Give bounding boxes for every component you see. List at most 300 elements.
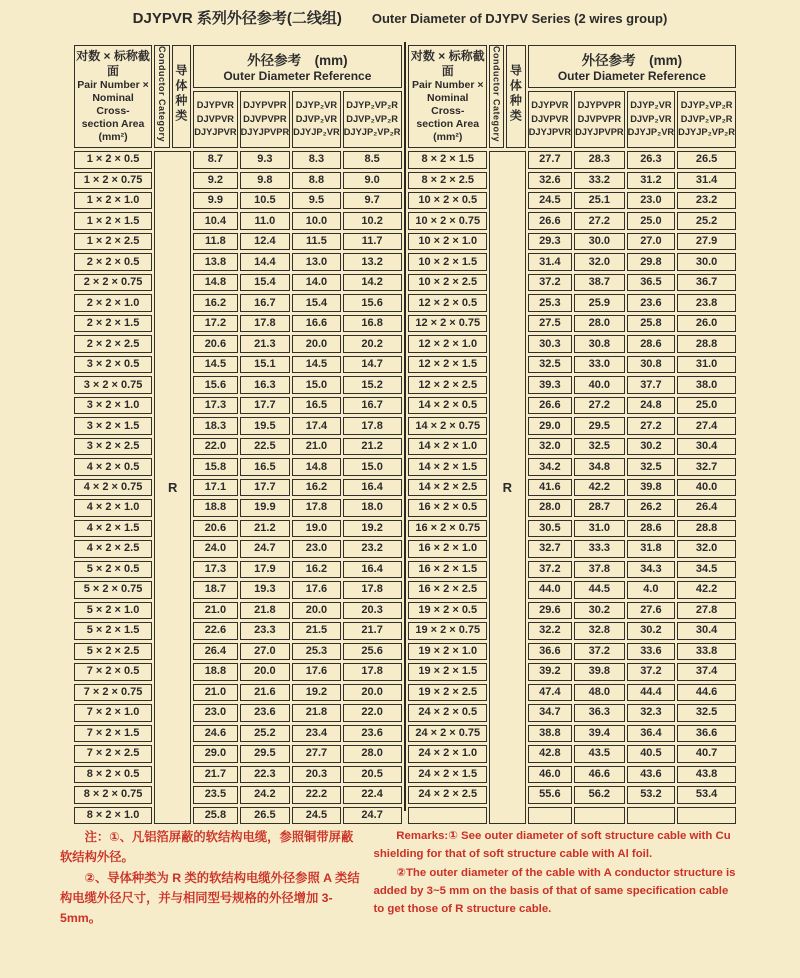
pair-size-label: 5 × 2 × 1.0 [74,602,152,619]
diameter-value: 16.7 [240,294,291,311]
diameter-value: 30.0 [574,233,625,250]
diameter-value: 23.5 [193,786,237,803]
pair-size-label: 12 × 2 × 0.5 [408,294,487,311]
pair-size-label: 4 × 2 × 0.75 [74,479,152,496]
diameter-value: 27.0 [627,233,676,250]
diameter-value: 14.0 [292,274,341,291]
table-row [74,274,402,291]
diameter-value: 32.5 [574,438,625,455]
outer-diameter-header-en: Outer Diameter Reference [557,69,706,84]
pair-size-label: 12 × 2 × 1.5 [408,356,487,373]
table-row [408,745,736,762]
table-row [74,663,402,680]
diameter-value: 30.4 [677,622,736,639]
diameter-value: 25.2 [677,212,736,229]
diameter-value [574,807,625,825]
diameter-value: 37.2 [627,663,676,680]
diameter-value: 20.3 [343,602,402,619]
diameter-value: 25.3 [528,294,572,311]
cable-type-name: DJVPVR [531,113,569,124]
diameter-value: 33.6 [627,643,676,660]
pair-size-label: 10 × 2 × 2.5 [408,274,487,291]
diameter-value: 15.2 [343,376,402,393]
table-row [408,602,736,619]
diameter-value: 44.5 [574,581,625,598]
diameter-value: 14.4 [240,253,291,270]
diameter-value: 21.2 [343,438,402,455]
diameter-value: 26.6 [528,212,572,229]
table-row [74,643,402,660]
pair-size-label: 1 × 2 × 1.0 [74,192,152,209]
pair-number-header-en-line: section Area [416,118,480,131]
diameter-value: 9.2 [193,172,237,189]
diameter-value: 17.6 [292,581,341,598]
diameter-value: 31.4 [528,253,572,270]
cable-type-name: DJYJPVPR [240,127,290,138]
pair-size-label: 24 × 2 × 2.5 [408,786,487,803]
pair-size-label: 8 × 2 × 1.0 [74,807,152,825]
cable-type-name: DJYP₂VR [630,100,672,111]
pair-size-label: 16 × 2 × 0.5 [408,499,487,516]
diameter-value: 26.4 [677,499,736,516]
pair-size-label: 7 × 2 × 1.0 [74,704,152,721]
cable-type-name: DJYJP₂VR [627,127,675,138]
table-row [408,192,736,209]
pair-size-label: 14 × 2 × 0.5 [408,397,487,414]
pair-size-label: 3 × 2 × 2.5 [74,438,152,455]
diameter-value: 25.3 [292,643,341,660]
cable-type-header [528,91,572,148]
diameter-value: 30.8 [574,335,625,352]
diameter-value: 17.2 [193,315,237,332]
diameter-value: 23.0 [193,704,237,721]
pair-size-label: 19 × 2 × 0.5 [408,602,487,619]
diameter-value: 28.8 [677,520,736,537]
footnotes-zh [60,827,362,928]
diameter-value: 36.6 [528,643,572,660]
table-row [408,417,736,434]
table-row [408,561,736,578]
diameter-value: 41.6 [528,479,572,496]
pair-size-label: 7 × 2 × 2.5 [74,745,152,762]
diameter-value: 26.6 [528,397,572,414]
pair-size-label: 14 × 2 × 1.0 [408,438,487,455]
diameter-value: 36.6 [677,725,736,742]
diameter-value: 20.6 [193,520,237,537]
diameter-value: 37.2 [528,561,572,578]
table-row [408,622,736,639]
diameter-value: 22.0 [343,704,402,721]
diameter-value: 25.8 [193,807,237,825]
diameter-value: 27.8 [677,602,736,619]
footnotes-en [374,827,743,928]
diameter-value: 32.8 [574,622,625,639]
cable-type-name: DJYPVPR [243,100,287,111]
diameter-value [677,807,736,825]
cable-type-name: DJVPVPR [243,113,287,124]
pair-size-label: 5 × 2 × 0.75 [74,581,152,598]
diameter-value: 22.3 [240,766,291,783]
cable-type-header [292,91,341,148]
diameter-value: 44.6 [677,684,736,701]
cable-type-name: DJYP₂VP₂R [680,100,733,111]
cable-type-name: DJYP₂VP₂R [346,100,398,111]
diameter-value: 15.6 [193,376,237,393]
diameter-value: 17.8 [343,581,402,598]
diameter-value: 36.3 [574,704,625,721]
pair-size-label: 3 × 2 × 0.75 [74,376,152,393]
diameter-value: 18.0 [343,499,402,516]
cable-type-header [240,91,291,148]
diameter-value: 37.2 [528,274,572,291]
diameter-value: 46.6 [574,766,625,783]
table-row [408,540,736,557]
diameter-value: 12.4 [240,233,291,250]
pair-number-header-zh: 对数 × 标称截面 [76,48,150,78]
page-title-zh: DJYPVR 系列外径参考(二线组) [132,10,342,27]
diameter-value: 18.8 [193,663,237,680]
page-title [0,0,800,28]
pair-size-label: 16 × 2 × 2.5 [408,581,487,598]
diameter-value: 21.0 [193,602,237,619]
diameter-value: 8.5 [343,151,402,168]
diameter-value: 25.2 [240,725,291,742]
diameter-value: 44.0 [528,581,572,598]
diameter-value: 9.3 [240,151,291,168]
note-en-2: ②The outer diameter of the cable with A conductor structure is added by 3~5 mm on the basis of that of same specification cable to get those of R structure cable. [373,866,736,916]
diameter-value: 18.3 [193,417,237,434]
diameter-value: 27.2 [574,397,625,414]
diameter-value: 13.0 [292,253,341,270]
pair-size-label: 3 × 2 × 1.0 [74,397,152,414]
diameter-value: 32.7 [677,458,736,475]
outer-diameter-reference-header [528,45,736,88]
table-row [74,315,402,332]
table-row [408,520,736,537]
diameter-value: 34.7 [528,704,572,721]
cable-type-name: DJYP₂VR [295,100,338,111]
pair-size-label: 14 × 2 × 2.5 [408,479,487,496]
diameter-value: 25.8 [627,315,676,332]
diameter-value: 25.0 [627,212,676,229]
diameter-value: 33.3 [574,540,625,557]
diameter-value: 16.6 [292,315,341,332]
diameter-value: 14.2 [343,274,402,291]
diameter-value: 9.9 [193,192,237,209]
cable-type-name: DJYJP₂VR [293,127,340,138]
diameter-value: 17.4 [292,417,341,434]
diameter-value: 18.7 [193,581,237,598]
diameter-value: 20.6 [193,335,237,352]
diameter-value: 36.7 [677,274,736,291]
diameter-value: 27.6 [627,602,676,619]
pair-size-label: 1 × 2 × 2.5 [74,233,152,250]
diameter-value: 14.7 [343,356,402,373]
diameter-value: 37.7 [627,376,676,393]
diameter-value: 21.2 [240,520,291,537]
diameter-value: 21.7 [193,766,237,783]
diameter-value: 17.8 [292,499,341,516]
table-row [74,458,402,475]
note-en-1: Remarks:① See outer diameter of soft structure cable with Cu shielding for that of soft structure cable with Al foil. [373,830,731,861]
cable-type-name: DJVP₂VP₂R [680,113,733,124]
diameter-value: 28.7 [574,499,625,516]
diameter-value: 15.4 [292,294,341,311]
outer-diameter-header-zh: 外径参考 (mm) [581,53,683,69]
diameter-value: 10.2 [343,212,402,229]
diameter-value: 27.4 [677,417,736,434]
diameter-value: 31.2 [627,172,676,189]
diameter-value: 17.3 [193,397,237,414]
table-row [74,540,402,557]
pair-size-label: 5 × 2 × 2.5 [74,643,152,660]
table-row [408,581,736,598]
diameter-value: 23.8 [677,294,736,311]
pair-size-label: 12 × 2 × 1.0 [408,335,487,352]
diameter-value: 24.7 [240,540,291,557]
table-row [74,766,402,783]
pair-size-label: 8 × 2 × 2.5 [408,172,487,189]
pair-size-label: 3 × 2 × 0.5 [74,356,152,373]
diameter-value: 32.5 [528,356,572,373]
diameter-value: 25.1 [574,192,625,209]
diameter-value: 38.8 [528,725,572,742]
diameter-value: 17.7 [240,479,291,496]
table-row [408,397,736,414]
pair-size-label: 19 × 2 × 1.5 [408,663,487,680]
diameter-value: 53.2 [627,786,676,803]
diameter-value: 9.0 [343,172,402,189]
diameter-value: 8.8 [292,172,341,189]
diameter-value: 4.0 [627,581,676,598]
diameter-value: 13.8 [193,253,237,270]
diameter-value: 30.3 [528,335,572,352]
diameter-value: 10.0 [292,212,341,229]
table-body-left [74,151,402,824]
pair-size-label: 10 × 2 × 1.0 [408,233,487,250]
cable-type-name: DJYJP₂VP₂R [343,127,401,138]
page-title-en: Outer Diameter of DJYPV Series (2 wires group) [371,11,668,26]
diameter-value: 26.5 [240,807,291,825]
diameter-value: 43.5 [574,745,625,762]
diameter-value: 27.2 [574,212,625,229]
diameter-value: 17.1 [193,479,237,496]
diameter-value: 32.0 [677,540,736,557]
diameter-value: 17.6 [292,663,341,680]
diameter-value: 19.9 [240,499,291,516]
table-row [74,417,402,434]
diameter-value: 16.4 [343,479,402,496]
diameter-value: 32.3 [627,704,676,721]
diameter-value: 25.9 [574,294,625,311]
cable-type-name: DJYPVR [531,100,569,111]
pair-size-label: 19 × 2 × 1.0 [408,643,487,660]
diameter-value: 39.8 [574,663,625,680]
diameter-value: 24.8 [627,397,676,414]
pair-size-label: 7 × 2 × 0.5 [74,663,152,680]
diameter-value: 10.5 [240,192,291,209]
diameter-value: 27.2 [627,417,676,434]
diameter-value: 47.4 [528,684,572,701]
pair-size-label [408,807,487,825]
pair-size-label: 7 × 2 × 0.75 [74,684,152,701]
pair-size-label: 3 × 2 × 1.5 [74,417,152,434]
table-row [408,315,736,332]
diameter-value: 15.6 [343,294,402,311]
table-row [74,684,402,701]
diameter-value: 28.0 [528,499,572,516]
diameter-value: 33.8 [677,643,736,660]
pair-size-label: 2 × 2 × 0.75 [74,274,152,291]
table-row [408,233,736,250]
pair-size-label: 16 × 2 × 1.5 [408,561,487,578]
diameter-value: 14.5 [193,356,237,373]
pair-number-header [74,45,152,148]
pair-size-label: 10 × 2 × 1.5 [408,253,487,270]
cable-type-name: DJYPVPR [577,100,622,111]
diameter-value: 39.3 [528,376,572,393]
cable-type-name: DJYPVR [196,100,234,111]
diameter-value: 16.2 [193,294,237,311]
diameter-value: 20.3 [292,766,341,783]
diameter-value: 24.0 [193,540,237,557]
diameter-value: 17.7 [240,397,291,414]
table-row [408,274,736,291]
diameter-value: 17.8 [343,417,402,434]
diameter-value: 8.7 [193,151,237,168]
diameter-value: 32.0 [574,253,625,270]
outer-diameter-header-zh: 外径参考 (mm) [247,53,348,69]
diameter-value: 34.5 [677,561,736,578]
table-row [408,766,736,783]
diameter-value: 24.5 [528,192,572,209]
diameter-value: 32.0 [528,438,572,455]
diameter-value: 14.5 [292,356,341,373]
diameter-value: 21.8 [240,602,291,619]
table-row [74,376,402,393]
diameter-value: 23.6 [240,704,291,721]
pair-size-label: 16 × 2 × 1.0 [408,540,487,557]
diameter-value: 25.6 [343,643,402,660]
diameter-value: 20.2 [343,335,402,352]
pair-size-label: 10 × 2 × 0.5 [408,192,487,209]
diameter-value: 38.7 [574,274,625,291]
diameter-value: 43.6 [627,766,676,783]
table-row [74,581,402,598]
diameter-table-left [72,42,404,827]
diameter-value: 42.2 [677,581,736,598]
diameter-value: 17.8 [343,663,402,680]
diameter-value: 16.7 [343,397,402,414]
diameter-value: 16.2 [292,561,341,578]
diameter-value: 31.0 [574,520,625,537]
diameter-value: 30.4 [677,438,736,455]
diameter-value: 23.2 [343,540,402,557]
diameter-value: 40.0 [574,376,625,393]
diameter-table-right [406,42,738,827]
table-row [74,725,402,742]
diameter-value: 23.0 [627,192,676,209]
diameter-value: 32.2 [528,622,572,639]
table-row [74,786,402,803]
diameter-value: 11.0 [240,212,291,229]
diameter-value [627,807,676,825]
diameter-value: 19.2 [343,520,402,537]
diameter-value: 56.2 [574,786,625,803]
diameter-value: 24.6 [193,725,237,742]
diameter-value: 32.5 [627,458,676,475]
pair-size-label: 4 × 2 × 1.0 [74,499,152,516]
pair-number-header [408,45,487,148]
table-row [408,643,736,660]
diameter-value: 22.6 [193,622,237,639]
diameter-value: 11.8 [193,233,237,250]
cable-type-name: DJVPVR [196,113,234,124]
diameter-value: 22.4 [343,786,402,803]
pair-size-label: 5 × 2 × 0.5 [74,561,152,578]
diameter-value: 25.0 [677,397,736,414]
diameter-value: 23.6 [343,725,402,742]
diameter-value: 15.0 [343,458,402,475]
pair-size-label: 14 × 2 × 0.75 [408,417,487,434]
diameter-value: 29.8 [627,253,676,270]
pair-size-label: 14 × 2 × 1.5 [408,458,487,475]
diameter-value: 29.5 [240,745,291,762]
pair-size-label: 12 × 2 × 2.5 [408,376,487,393]
table-row [408,704,736,721]
diameter-value: 29.3 [528,233,572,250]
diameter-value: 20.0 [240,663,291,680]
diameter-value: 26.0 [677,315,736,332]
diameter-value: 28.3 [574,151,625,168]
diameter-value: 40.5 [627,745,676,762]
pair-size-label: 10 × 2 × 0.75 [408,212,487,229]
diameter-value: 30.2 [574,602,625,619]
diameter-value: 40.0 [677,479,736,496]
diameter-value: 24.2 [240,786,291,803]
diameter-value: 42.8 [528,745,572,762]
pair-size-label: 16 × 2 × 0.75 [408,520,487,537]
diameter-value: 37.2 [574,643,625,660]
table-row [408,499,736,516]
diameter-value: 24.7 [343,807,402,825]
table-row [408,151,736,168]
diameter-value: 37.8 [574,561,625,578]
diameter-value: 32.5 [677,704,736,721]
pair-number-header-en-line: (mm²) [433,131,463,144]
diameter-value: 13.2 [343,253,402,270]
diameter-value: 27.9 [677,233,736,250]
conductor-category-header-zh: 导体种类 [172,45,192,148]
table-row [74,561,402,578]
table-row [408,253,736,270]
cable-type-name: DJYJPVR [528,127,572,138]
table-row [74,499,402,516]
cable-type-name: DJVP₂VR [630,113,672,124]
pair-size-label: 8 × 2 × 1.5 [408,151,487,168]
diameter-value: 36.4 [627,725,676,742]
table-row [74,602,402,619]
diameter-value: 34.8 [574,458,625,475]
diameter-value: 53.4 [677,786,736,803]
table-row [408,479,736,496]
diameter-value: 16.5 [240,458,291,475]
diameter-value: 37.4 [677,663,736,680]
cable-type-header [343,91,402,148]
pair-number-header-en-line: section Area [81,118,145,131]
pair-size-label: 4 × 2 × 2.5 [74,540,152,557]
pair-size-label: 19 × 2 × 2.5 [408,684,487,701]
